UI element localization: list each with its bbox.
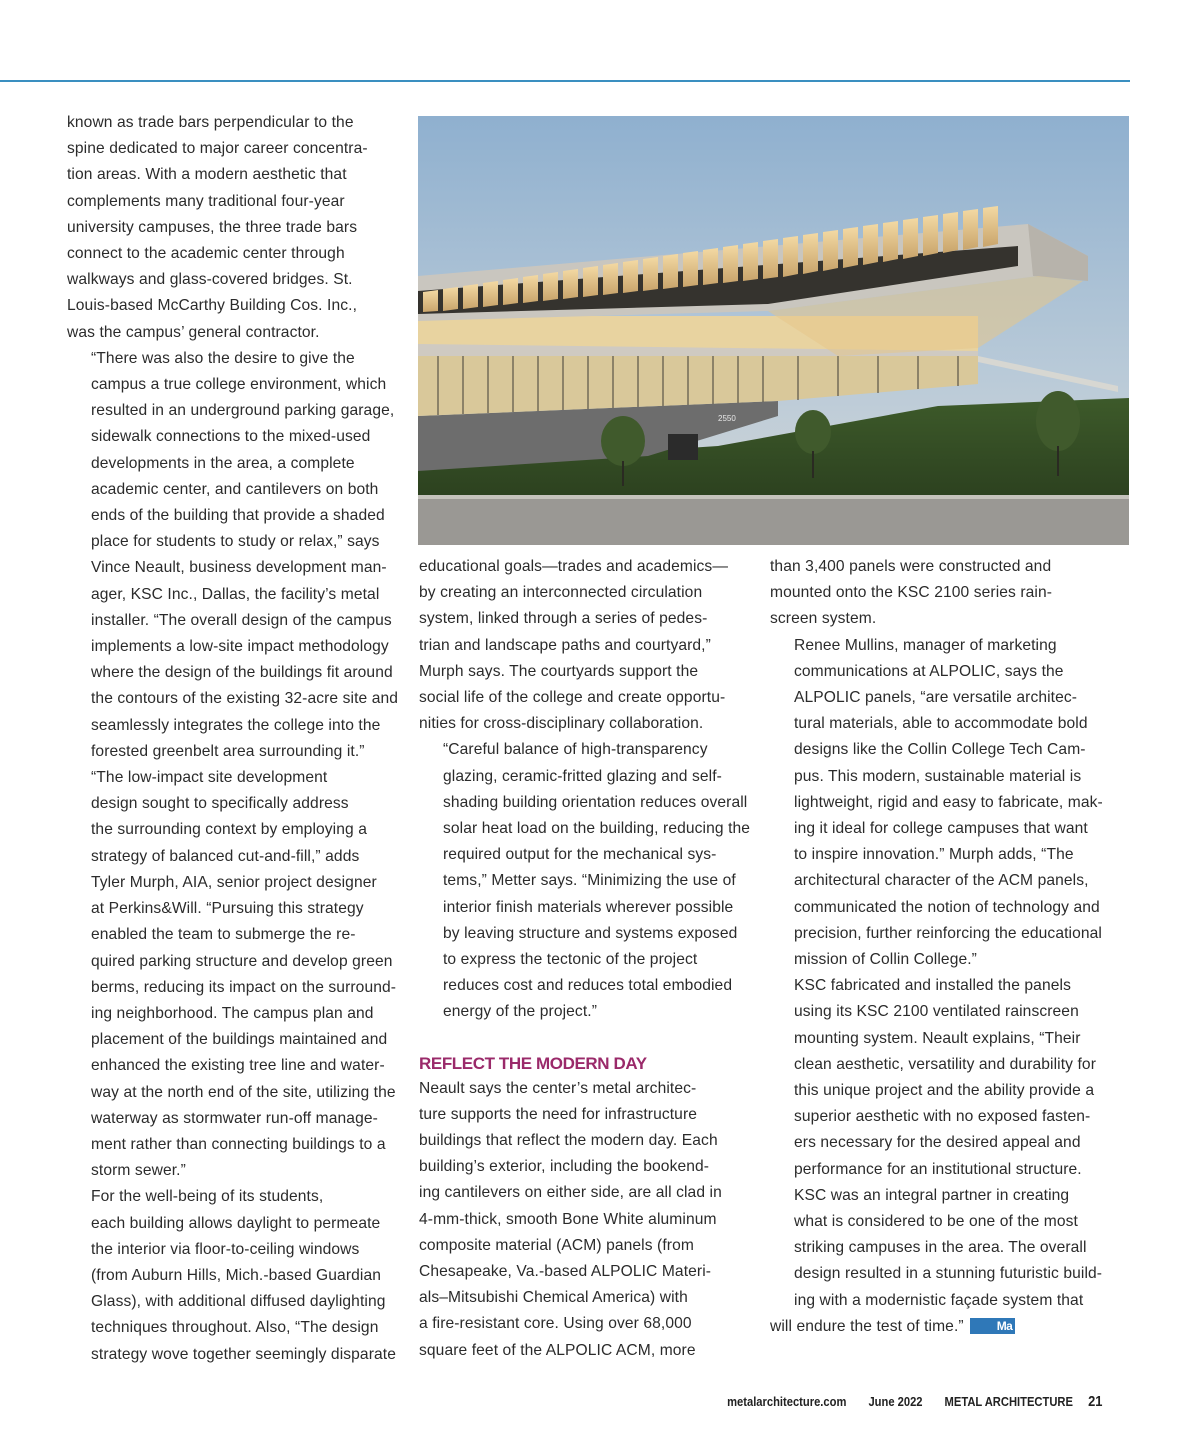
footer-website: metalarchitecture.com <box>726 1394 846 1409</box>
paragraph <box>67 1184 397 1367</box>
text-line: ing it ideal for college campuses that want <box>794 820 1088 838</box>
text-line: KSC fabricated and installed the panels <box>794 977 1071 995</box>
text-line: design sought to specifically address <box>91 795 349 813</box>
text-line: striking campuses in the area. The overall <box>794 1239 1087 1257</box>
text-line: clean aesthetic, versatility and durability for <box>794 1055 1096 1073</box>
paragraph <box>67 346 397 765</box>
text-line: For the well-being of its students, <box>91 1188 324 1206</box>
text-line: way at the north end of the site, utilizing the <box>91 1083 396 1101</box>
text-line: designs like the Collin College Tech Cam- <box>794 741 1086 759</box>
text-line: connect to the academic center through <box>67 245 345 263</box>
text-line: KSC was an integral partner in creating <box>794 1186 1070 1204</box>
text-line: (from Auburn Hills, Mich.-based Guardian <box>91 1266 382 1284</box>
text-line: “The low-impact site development <box>91 769 328 787</box>
text-line: pus. This modern, sustainable material is <box>794 767 1082 785</box>
text-line: developments in the area, a complete <box>91 454 355 472</box>
text-line: ager, KSC Inc., Dallas, the facility’s metal <box>91 585 380 603</box>
paragraph <box>419 1076 749 1364</box>
paragraph <box>419 554 749 737</box>
article-column-3 <box>770 554 1105 1340</box>
text-line: ture supports the need for infrastructure <box>419 1105 698 1123</box>
text-line: tems,” Metter says. “Minimizing the use of <box>443 872 736 890</box>
photo-illustration <box>418 116 1129 545</box>
text-line: than 3,400 panels were constructed and <box>770 558 1052 575</box>
text-line: will endure the test of time.” <box>770 1317 964 1335</box>
text-line: mounted onto the KSC 2100 series rain- <box>770 584 1053 602</box>
text-line: ends of the building that provide a shaded <box>91 507 385 525</box>
text-line: Louis-based McCarthy Building Cos. Inc., <box>67 297 358 315</box>
text-line: composite material (ACM) panels (from <box>419 1236 694 1254</box>
text-line: superior aesthetic with no exposed fasten- <box>794 1108 1091 1126</box>
text-line: ers necessary for the desired appeal and <box>794 1134 1081 1152</box>
text-line: Chesapeake, Va.-based ALPOLIC Materi- <box>419 1263 712 1281</box>
text-line: mounting system. Neault explains, “Their <box>794 1029 1081 1047</box>
text-line: the interior via floor-to-ceiling windows <box>91 1240 360 1258</box>
text-line: at Perkins&Will. “Pursuing this strategy <box>91 900 364 918</box>
article-column-1 <box>67 110 397 1368</box>
section-subhead: REFLECT THE MODERN DAY <box>419 1053 647 1073</box>
road-curb <box>418 495 1129 499</box>
text-line: social life of the college and create opportu- <box>419 689 726 707</box>
text-line: “There was also the desire to give the <box>91 349 355 367</box>
text-line: university campuses, the three trade bars <box>67 218 358 236</box>
text-line: by creating an interconnected circulation <box>419 584 703 602</box>
text-line: forested greenbelt area surrounding it.” <box>91 742 365 760</box>
text-line: communicated the notion of technology and <box>794 898 1100 916</box>
text-line: known as trade bars perpendicular to the <box>67 114 354 131</box>
text-line: berms, reducing its impact on the surround- <box>91 978 397 996</box>
text-line: ALPOLIC panels, “are versatile architec- <box>794 689 1078 707</box>
text-line: Neault says the center’s metal architec- <box>419 1079 697 1097</box>
text-line: required output for the mechanical sys- <box>443 846 717 864</box>
text-line: solar heat load on the building, reducing the <box>443 820 751 838</box>
text-line: academic center, and cantilevers on both <box>91 480 379 498</box>
text-line: design resulted in a stunning futuristic build- <box>794 1265 1103 1283</box>
text-line: installer. “The overall design of the campus <box>91 611 392 629</box>
paragraph <box>770 554 1105 633</box>
building-photo <box>418 116 1129 545</box>
text-line: enabled the team to submerge the re- <box>91 926 356 944</box>
text-line: storm sewer.” <box>91 1162 186 1180</box>
text-line: to express the tectonic of the project <box>443 951 698 969</box>
text-line: spine dedicated to major career concentra- <box>67 140 368 158</box>
text-line: strategy wove together seemingly disparate <box>91 1345 396 1363</box>
text-line: architectural character of the ACM panels, <box>794 872 1089 890</box>
text-line: ment rather than connecting buildings to a <box>91 1135 386 1153</box>
text-line: complements many traditional four-year <box>67 192 345 210</box>
text-line: performance for an institutional structure. <box>794 1160 1082 1178</box>
text-line: system, linked through a series of pedes- <box>419 610 708 628</box>
text-line: tion areas. With a modern aesthetic that <box>67 166 347 184</box>
article-column-2 <box>419 554 749 1364</box>
text-line: where the design of the buildings fit around <box>91 664 393 682</box>
text-line: using its KSC 2100 ventilated rainscreen <box>794 1003 1079 1021</box>
road <box>418 498 1129 545</box>
text-line: “Careful balance of high-transparency <box>443 741 708 759</box>
text-line: sidewalk connections to the mixed-used <box>91 428 371 446</box>
text-line: precision, further reinforcing the educational <box>794 924 1102 942</box>
text-line: energy of the project.” <box>443 1003 597 1021</box>
text-line: strategy of balanced cut-and-fill,” adds <box>91 847 360 865</box>
text-line: als–Mitsubishi Chemical America) with <box>419 1289 688 1307</box>
paragraph <box>770 633 1105 974</box>
text-line: the surrounding context by employing a <box>91 821 367 839</box>
text-line: Renee Mullins, manager of marketing <box>794 636 1057 654</box>
text-line: each building allows daylight to permeate <box>91 1214 381 1232</box>
text-line: waterway as stormwater run-off manage- <box>91 1109 378 1127</box>
text-line: Tyler Murph, AIA, senior project designer <box>91 873 377 891</box>
text-line: buildings that reflect the modern day. Each <box>419 1132 718 1150</box>
text-line: walkways and glass-covered bridges. St. <box>67 271 353 289</box>
text-line: campus a true college environment, which <box>91 376 387 394</box>
text-line: interior finish materials wherever possible <box>443 898 734 916</box>
end-mark-wrap <box>964 1318 1016 1335</box>
paragraph <box>67 765 397 1184</box>
text-line: ing cantilevers on either side, are all clad in <box>419 1184 722 1202</box>
text-line: lightweight, rigid and easy to fabricate, mak- <box>794 793 1103 811</box>
paragraph <box>419 737 749 1025</box>
page-footer <box>708 1393 1102 1410</box>
text-line: resulted in an underground parking garage, <box>91 402 395 420</box>
text-line: trian and landscape paths and courtyard,” <box>419 636 711 654</box>
text-line: building’s exterior, including the bookend- <box>419 1158 710 1176</box>
header-rule <box>0 80 1130 82</box>
text-line: by leaving structure and systems exposed <box>443 924 738 942</box>
text-line: place for students to study or relax,” says <box>91 533 380 551</box>
text-line: implements a low-site impact methodology <box>91 638 389 656</box>
text-line: tural materials, able to accommodate bold <box>794 715 1088 733</box>
text-line: nities for cross-disciplinary collaboration. <box>419 715 704 733</box>
building-number: 2550 <box>718 414 736 423</box>
text-line: 4-mm-thick, smooth Bone White aluminum <box>419 1210 717 1228</box>
text-line: to inspire innovation.” Murph adds, “The <box>794 846 1074 864</box>
text-line: techniques throughout. Also, “The design <box>91 1319 379 1337</box>
text-line: shading building orientation reduces overall <box>443 793 748 811</box>
text-line: Glass), with additional diffused daylighting <box>91 1293 386 1311</box>
paragraph <box>67 110 397 346</box>
text-line: Vince Neault, business development man- <box>91 559 387 577</box>
text-line: mission of Collin College.” <box>794 951 977 969</box>
text-line: educational goals—trades and academics— <box>419 558 729 575</box>
entry-doors <box>668 434 698 460</box>
end-mark-logo: Ma <box>970 1318 1016 1334</box>
text-line: the contours of the existing 32-acre site and <box>91 690 399 708</box>
text-line: enhanced the existing tree line and water- <box>91 1057 385 1075</box>
text-line: square feet of the ALPOLIC ACM, more <box>419 1341 696 1359</box>
page-number: 21 <box>1087 1393 1102 1410</box>
text-line: communications at ALPOLIC, says the <box>794 662 1064 680</box>
text-line: ing neighborhood. The campus plan and <box>91 1004 374 1022</box>
text-line: a fire-resistant core. Using over 68,000 <box>419 1315 692 1333</box>
text-line: this unique project and the ability provide a <box>794 1082 1095 1100</box>
text-line: glazing, ceramic-fritted glazing and self- <box>443 767 722 785</box>
text-line: was the campus’ general contractor. <box>67 323 320 341</box>
footer-date: June 2022 <box>868 1394 923 1409</box>
text-line: reduces cost and reduces total embodied <box>443 977 733 995</box>
paragraph <box>770 973 1105 1340</box>
footer-magazine: METAL ARCHITECTURE <box>944 1394 1073 1409</box>
text-line: what is considered to be one of the most <box>794 1213 1078 1231</box>
text-line: Murph says. The courtyards support the <box>419 662 699 680</box>
text-line: seamlessly integrates the college into the <box>91 716 381 734</box>
text-line: quired parking structure and develop green <box>91 952 393 970</box>
text-line: ing with a modernistic façade system that <box>794 1291 1084 1309</box>
text-line: screen system. <box>770 610 877 628</box>
text-line: placement of the buildings maintained and <box>91 1031 388 1049</box>
